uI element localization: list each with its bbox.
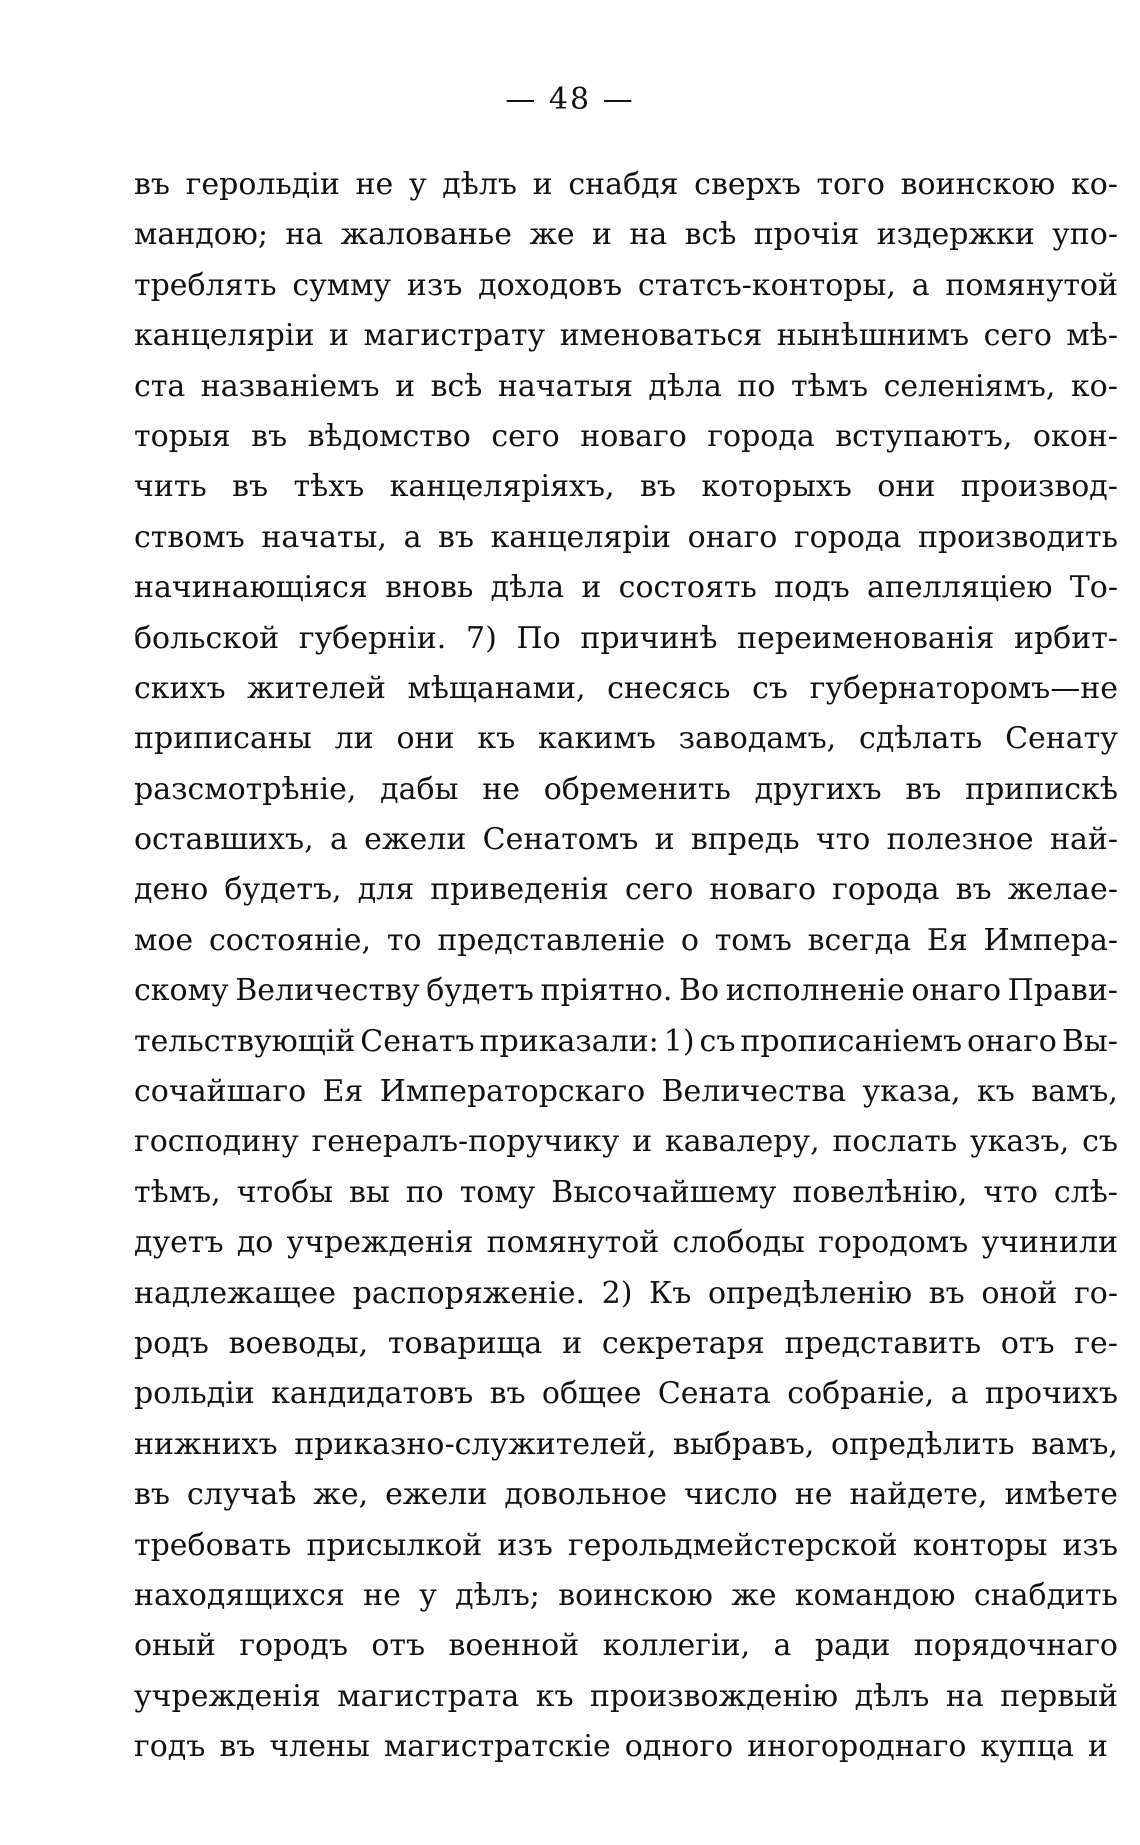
word: сего [983, 318, 1052, 354]
word: число [683, 1477, 778, 1513]
word: Ея [322, 1074, 364, 1110]
word: Къ [649, 1275, 692, 1311]
word: окон- [1032, 418, 1118, 454]
word: Сенату [1005, 721, 1118, 757]
word: дено [134, 872, 209, 908]
word: въ [134, 167, 170, 202]
word: Высочайшему [551, 1174, 777, 1210]
word: же, [313, 1477, 369, 1513]
word: магистрата [337, 1678, 520, 1714]
word: представить [784, 1325, 982, 1361]
word: требовать [134, 1527, 292, 1563]
text-line [134, 664, 1118, 714]
word: рольдіи [134, 1376, 255, 1412]
word: разсмотрѣніе, [134, 771, 357, 807]
word: вновь [385, 570, 474, 606]
word: впредь [690, 822, 800, 858]
word: издержки [876, 217, 1035, 253]
word: и [562, 1325, 583, 1361]
word: оставшихъ, [134, 822, 314, 858]
word: находящихся [134, 1577, 345, 1613]
text-line [134, 1672, 1118, 1722]
text-line [134, 1117, 1118, 1167]
word: къ [535, 1678, 574, 1714]
word: случаѣ [186, 1477, 297, 1513]
text-line [134, 865, 1118, 915]
word: заводамъ, [678, 721, 837, 757]
text-line [134, 1722, 1118, 1772]
word: послать [832, 1124, 958, 1160]
word: сочайшаго [134, 1074, 307, 1110]
word: первый [1000, 1678, 1118, 1714]
word: о [680, 922, 699, 958]
word: произвожденію [590, 1678, 839, 1714]
word: а [329, 822, 348, 858]
text-line [134, 311, 1118, 361]
word: генералъ-поручику [311, 1124, 620, 1160]
word: канцеляріи [490, 519, 672, 555]
word: порядочнаго [913, 1628, 1118, 1664]
page-number: — 48 — [505, 82, 635, 117]
word: а [773, 1628, 792, 1664]
word: съ [699, 1023, 736, 1059]
word: больской [134, 620, 280, 656]
word: жителей [247, 670, 386, 706]
word: го- [1074, 1275, 1118, 1311]
word: упо- [1052, 217, 1118, 253]
word: пріятно. [540, 973, 673, 1009]
word: съ [1082, 1124, 1118, 1160]
word: что [983, 1174, 1038, 1210]
word: сего [624, 872, 694, 908]
word: ради [814, 1628, 891, 1664]
word: новаго [709, 872, 817, 908]
word: города [707, 418, 815, 454]
text-line [134, 614, 1118, 664]
word: одного [624, 1729, 734, 1765]
word: ли [334, 721, 374, 757]
word: на [629, 217, 668, 253]
text-line [134, 815, 1118, 865]
word: канцеляріи [134, 318, 315, 354]
word: Во [678, 973, 720, 1009]
word: По [516, 620, 561, 656]
word: подъ [774, 570, 850, 606]
word: мѣщанами, [407, 670, 586, 706]
word: То- [1069, 570, 1118, 606]
word: полезное [886, 822, 1034, 858]
word: другихъ [754, 771, 882, 807]
word: господину [134, 1124, 299, 1160]
word: на [945, 1678, 984, 1714]
word: магистратскіе [383, 1729, 611, 1765]
word: тому [459, 1174, 536, 1210]
word: и [328, 318, 349, 354]
word: треблять [134, 267, 277, 303]
text-line [134, 1269, 1118, 1319]
word: по [737, 368, 776, 404]
word: оной [981, 1275, 1058, 1311]
word: причинѣ [580, 620, 718, 656]
word: отъ [371, 1628, 426, 1664]
text-line [134, 1319, 1118, 1369]
word: вѣдомство [307, 418, 471, 454]
word: ствомъ [134, 519, 245, 555]
word: тѣмъ [790, 368, 869, 404]
word: ге- [1074, 1325, 1118, 1361]
word: томъ [714, 922, 792, 958]
text-line [134, 210, 1118, 260]
word: конторы [912, 1527, 1048, 1563]
word: онаго [911, 973, 1002, 1009]
word: припискѣ [965, 771, 1118, 807]
word: 7) [465, 620, 497, 656]
word: апелляціею [867, 570, 1053, 606]
word: купца [980, 1729, 1074, 1765]
text-line [134, 1571, 1118, 1621]
word: годъ [134, 1729, 206, 1765]
word: производ- [960, 469, 1118, 505]
word: желае- [1007, 872, 1118, 908]
word: что [815, 822, 871, 858]
word: мѣ- [1066, 318, 1118, 354]
text-line [134, 1218, 1118, 1268]
word: дѣла [648, 368, 722, 404]
word: Императорскаго [379, 1074, 646, 1110]
word: приписаны [134, 721, 312, 757]
word: а [950, 1376, 969, 1412]
word: выбравъ, [673, 1426, 815, 1462]
word: вы [348, 1174, 390, 1210]
word: не [355, 167, 394, 202]
word: отъ [1000, 1325, 1055, 1361]
word: производить [917, 519, 1118, 555]
word: онаго [687, 519, 778, 555]
word: у [408, 167, 427, 202]
word: приведенія [430, 872, 609, 908]
word: изъ [406, 267, 463, 303]
word: онаго [967, 1023, 1057, 1059]
word: и [395, 368, 416, 404]
word: сдѣлать [859, 721, 983, 757]
word: состоять [618, 570, 757, 606]
text-line [134, 1168, 1118, 1218]
word: указъ, [970, 1124, 1070, 1160]
word: тѣмъ, [134, 1174, 221, 1210]
word: учрежденія [134, 1678, 321, 1714]
word: нынѣшнимъ [776, 318, 970, 354]
word: не [363, 1577, 401, 1613]
text-line [134, 1621, 1118, 1671]
word: исполненіе [725, 973, 905, 1009]
word: начинающіяся [134, 570, 368, 606]
word: будетъ [426, 973, 534, 1009]
word: найдете, [849, 1477, 988, 1513]
word: ежели [364, 822, 467, 858]
word: тельствующій [134, 1023, 356, 1059]
text-line [134, 1067, 1118, 1117]
word: и [1087, 1729, 1108, 1765]
word: въ [438, 519, 475, 555]
word: присылкой [306, 1527, 483, 1563]
word: родъ [134, 1325, 209, 1361]
word: же [529, 217, 575, 253]
word: снесясь [607, 670, 731, 706]
word: иногороднаго [747, 1729, 967, 1765]
word: оный [134, 1628, 216, 1664]
word: дабы [380, 771, 459, 807]
word: ста [134, 368, 186, 404]
word: новаго [580, 418, 687, 454]
word: ко- [1070, 368, 1118, 404]
word: Сенатъ [360, 1023, 475, 1059]
word: городъ [239, 1628, 348, 1664]
word: какимъ [538, 721, 656, 757]
word: снабдить [973, 1577, 1118, 1613]
text-line [134, 714, 1118, 764]
word: изъ [497, 1527, 553, 1563]
word: дѣлъ [854, 1678, 930, 1714]
word: и [532, 167, 553, 202]
word: переименованія [737, 620, 995, 656]
word: вамъ, [1031, 1074, 1118, 1110]
word: Прави- [1007, 973, 1118, 1009]
word: кавалеру, [664, 1124, 820, 1160]
text-line [134, 916, 1118, 966]
word: тѣхъ [293, 469, 365, 505]
word: сверхъ [694, 167, 801, 202]
text-line [134, 1017, 1118, 1067]
word: скихъ [134, 670, 226, 706]
text-line [134, 1521, 1118, 1571]
word: дѣлъ; [455, 1577, 540, 1613]
word: мое [134, 922, 194, 958]
word: которыхъ [701, 469, 852, 505]
word: герольдмейстерской [568, 1527, 898, 1563]
word: того [816, 167, 885, 202]
word: приказно-служителей, [294, 1426, 657, 1462]
word: слободы [672, 1225, 805, 1261]
word: чтобы [236, 1174, 334, 1210]
word: воинскою [558, 1577, 713, 1613]
word: начатыя [497, 368, 633, 404]
word: торыя [134, 418, 231, 454]
word: чить [134, 469, 207, 505]
word: нижнихъ [134, 1426, 278, 1462]
word: же [731, 1577, 777, 1613]
word: до [236, 1225, 274, 1261]
word: въ [134, 1477, 170, 1513]
word: и [654, 822, 675, 858]
word: на [285, 217, 324, 253]
word: воинскою [900, 167, 1056, 202]
word: городомъ [818, 1225, 969, 1261]
word: не [482, 771, 520, 807]
word: мандою; [134, 217, 268, 253]
text-line [134, 462, 1118, 512]
word: статсъ-конторы, [637, 267, 896, 303]
word: ко- [1070, 167, 1118, 202]
word: Ея [926, 922, 968, 958]
word: а [403, 519, 422, 555]
text-line [134, 412, 1118, 462]
word: въ [639, 469, 676, 505]
word: они [877, 469, 936, 505]
word: въ [219, 1729, 256, 1765]
text-line [134, 563, 1118, 613]
word: въ [955, 872, 992, 908]
word: представленіе [437, 922, 666, 958]
text-line [134, 513, 1118, 563]
word: сумму [292, 267, 392, 303]
word: коллегіи, [602, 1628, 751, 1664]
word: начаты, [261, 519, 387, 555]
word: у [419, 1577, 437, 1613]
word: Величеству [235, 973, 420, 1009]
text-line [134, 1420, 1118, 1470]
word: не [794, 1477, 833, 1513]
text-line [134, 362, 1118, 412]
word: дуетъ [134, 1225, 224, 1261]
text-line [134, 261, 1118, 311]
word: Вы- [1061, 1023, 1118, 1059]
word: въ [905, 771, 942, 807]
word: къ [477, 721, 516, 757]
word: обременить [543, 771, 731, 807]
word: члены [269, 1729, 370, 1765]
body-text [134, 160, 1118, 1773]
word: воеводы, [228, 1325, 369, 1361]
word: учрежденія [286, 1225, 474, 1261]
word: всѣ [430, 368, 483, 404]
text-line [134, 966, 1118, 1016]
word: помянутой [945, 267, 1118, 303]
word: снабдя [568, 167, 679, 202]
text-line [134, 160, 1118, 210]
word: ирбит- [1013, 620, 1118, 656]
word: опредѣленію [707, 1275, 913, 1311]
word: и [632, 1124, 653, 1160]
word: магистрату [363, 318, 546, 354]
word: товарища [387, 1325, 543, 1361]
word: довольное [504, 1477, 667, 1513]
word: всегда [807, 922, 912, 958]
word: общее [541, 1376, 642, 1412]
word: военной [448, 1628, 580, 1664]
text-line [134, 1470, 1118, 1520]
word: и [592, 217, 613, 253]
word: 2) [601, 1275, 633, 1311]
word: дѣлъ [442, 167, 517, 202]
word: дѣла [490, 570, 565, 606]
word: съ [752, 670, 789, 706]
word: въ [251, 418, 288, 454]
word: слѣ- [1053, 1174, 1118, 1210]
word: изъ [1062, 1527, 1118, 1563]
word: а [911, 267, 930, 303]
word: помянутой [486, 1225, 660, 1261]
word: Сенатомъ [482, 822, 639, 858]
word: ежели [385, 1477, 488, 1513]
word: по [405, 1174, 444, 1210]
word: секретаря [601, 1325, 765, 1361]
word: то [386, 922, 422, 958]
word: въ [489, 1376, 526, 1412]
word: они [396, 721, 455, 757]
word: жалованье [340, 217, 512, 253]
word: кандидатовъ [271, 1376, 474, 1412]
word: указа, [862, 1074, 961, 1110]
word: Сената [657, 1376, 771, 1412]
word: селеніямъ, [883, 368, 1056, 404]
word: Величества [661, 1074, 847, 1110]
word: учинили [981, 1225, 1118, 1261]
word: командою [794, 1577, 956, 1613]
word: прочихъ [984, 1376, 1118, 1412]
word: именоваться [559, 318, 763, 354]
word: состояніе, [208, 922, 372, 958]
word: собраніе, [787, 1376, 935, 1412]
word: опредѣлить [831, 1426, 1015, 1462]
word: вамъ, [1031, 1426, 1118, 1462]
word: герольдіи [185, 167, 340, 202]
word: губернаторомъ—не [809, 670, 1118, 706]
word: доходовъ [478, 267, 623, 303]
word: города [793, 519, 902, 555]
word: для [357, 872, 415, 908]
word: губерніи. [298, 620, 447, 656]
text-line [134, 765, 1118, 815]
word: имѣете [1004, 1477, 1118, 1513]
word: най- [1049, 822, 1118, 858]
word: города [832, 872, 940, 908]
word: сего [491, 418, 560, 454]
word: въ [232, 469, 269, 505]
word: къ [976, 1074, 1015, 1110]
word: названіемъ [200, 368, 380, 404]
word: приказали: [479, 1023, 659, 1059]
word: распоряженіе. [352, 1275, 585, 1311]
word: повелѣнію, [792, 1174, 968, 1210]
word: будетъ, [224, 872, 342, 908]
text-line [134, 1369, 1118, 1419]
word: 1) [663, 1023, 695, 1059]
word: въ [928, 1275, 965, 1311]
word: вступаютъ, [835, 418, 1013, 454]
word: и [581, 570, 602, 606]
word: прочія [753, 217, 860, 253]
word: канцеляріяхъ, [389, 469, 615, 505]
word: скому [134, 973, 229, 1009]
word: всѣ [684, 217, 737, 253]
word: прописаніемъ [740, 1023, 963, 1059]
word: надлежащее [134, 1275, 337, 1311]
word: Импера- [983, 922, 1118, 958]
